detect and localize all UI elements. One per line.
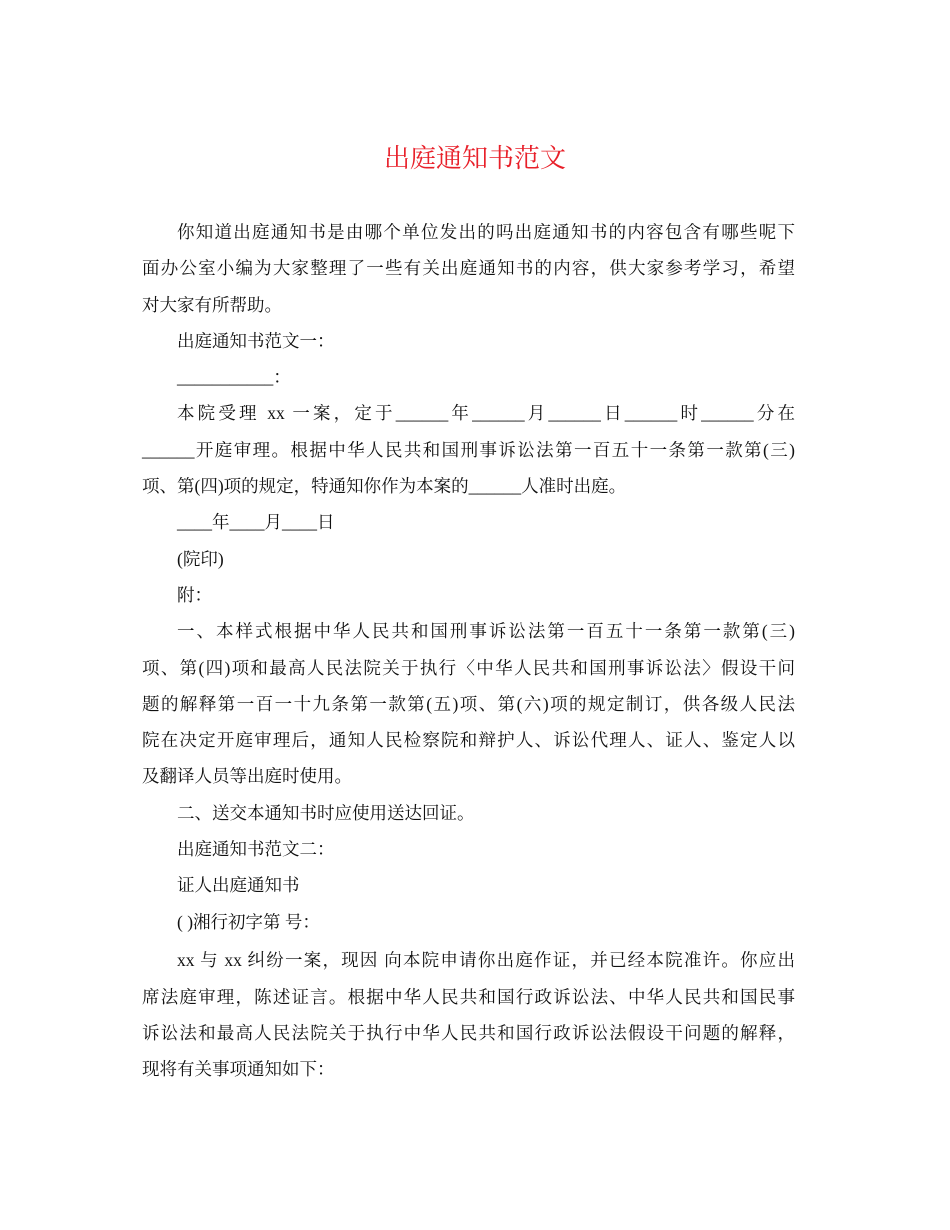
document-title: 出庭通知书范文 — [383, 144, 566, 173]
paragraph-line: 证人出庭通知书 — [177, 875, 300, 896]
paragraph-line: 席法庭审理，陈述证言。根据中华人民共和国行政诉讼法、中华人民共和国民事 — [142, 986, 795, 1007]
paragraph — [142, 867, 795, 903]
paragraph-line: 一、本样式根据中华人民共和国刑事诉讼法第一百五十一条第一款第(三) — [177, 621, 795, 642]
paragraph-line: 现将有关事项通知如下： — [142, 1059, 335, 1080]
paragraph-line: 附： — [177, 584, 212, 605]
paragraph — [142, 541, 795, 577]
paragraph — [142, 795, 795, 831]
paragraph-line: 项、第(四)项的规定，特通知你作为本案的______人准时出庭。 — [142, 476, 627, 497]
paragraph-line: ( )湘行初字第 号： — [177, 911, 320, 932]
paragraph — [142, 613, 795, 794]
paragraph-line: 院在决定开庭审理后，通知人民检察院和辩护人、诉讼代理人、证人、鉴定人以 — [142, 730, 795, 751]
paragraph-line: 及翻译人员等出庭时使用。 — [142, 766, 352, 787]
paragraph-line: 诉讼法和最高人民法院关于执行中华人民共和国行政诉讼法假设干问题的解释， — [142, 1023, 795, 1044]
paragraph — [142, 504, 795, 540]
paragraph — [142, 359, 795, 395]
paragraph-line: 你知道出庭通知书是由哪个单位发出的吗出庭通知书的内容包含有哪些呢下 — [177, 222, 795, 242]
paragraph-line: 二、送交本通知书时应使用送达回证。 — [177, 802, 475, 823]
document-body — [142, 214, 795, 1088]
paragraph — [142, 323, 795, 359]
paragraph-line: 项、第(四)项和最高人民法院关于执行〈中华人民共和国刑事诉讼法〉假设干问 — [142, 657, 795, 678]
paragraph-line: ____年____月____日 — [177, 512, 335, 533]
paragraph-line: (院印) — [177, 548, 224, 569]
paragraph-line: xx 与 xx 纠纷一案，现因 向本院申请你出庭作证，并已经本院准许。你应出 — [177, 950, 795, 971]
paragraph — [142, 904, 795, 940]
paragraph-line: 面办公室小编为大家整理了一些有关出庭通知书的内容，供大家参考学习，希望 — [142, 258, 795, 279]
paragraph-line: 出庭通知书范文二： — [177, 839, 335, 860]
paragraph — [142, 942, 795, 1087]
paragraph-line: ___________： — [177, 367, 291, 388]
paragraph — [142, 577, 795, 613]
paragraph — [142, 395, 795, 504]
paragraph-line: 题的解释第一百一十九条第一款第(五)项、第(六)项的规定制订，供各级人民法 — [142, 693, 795, 714]
paragraph-line: 对大家有所帮助。 — [142, 294, 282, 315]
paragraph — [142, 831, 795, 867]
paragraph-line: ______开庭审理。根据中华人民共和国刑事诉讼法第一百五十一条第一款第(三) — [142, 439, 795, 460]
paragraph-line: 出庭通知书范文一： — [177, 330, 335, 351]
paragraph-line: 本院受理 xx 一案，定于______年______月______日______时______分在 — [177, 403, 795, 424]
paragraph — [142, 214, 795, 323]
